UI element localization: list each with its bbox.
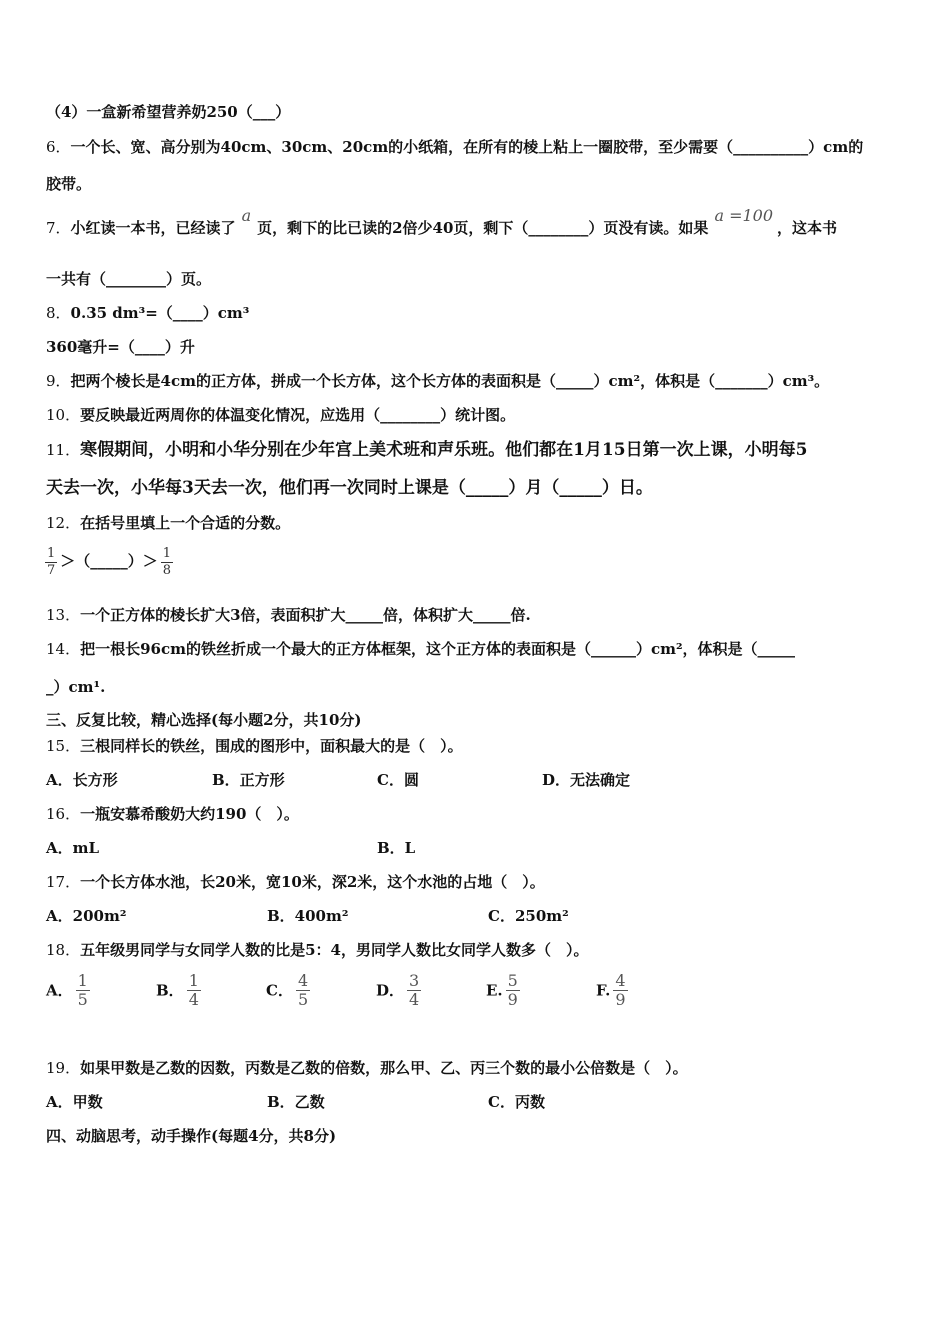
q18-number: 18． [46,941,81,959]
q18-e-fraction [506,972,520,1009]
q18-option-e[interactable] [486,972,523,1009]
q18-a-denominator: 5 [77,990,88,1009]
q17-number: 17． [46,873,81,891]
q15-option-a[interactable]: A．长方形 [46,771,118,789]
q18-d-numerator: 3 [409,971,420,990]
question-5-part-4 [46,102,290,122]
question-7-line-1 [46,206,838,238]
q18-option-f[interactable] [596,972,631,1009]
q18-d-denominator: 4 [409,990,420,1009]
q18-e-denominator: 9 [507,990,518,1009]
q11-text-a: 寒假期间，小明和小华分别在少年宫上美术班和声乐班。他们都在1月15日第一次上课，小明每5 [80,440,808,460]
q18-d-fraction [407,972,421,1009]
question-13 [46,605,531,625]
q16-text: 一瓶安慕希酸奶大约190（ ）。 [80,805,299,823]
q18-option-a[interactable] [46,972,93,1009]
q19-option-b[interactable]: B．乙数 [267,1093,325,1111]
q18-b-label: B． [156,981,184,1000]
q18-c-label: C． [266,981,293,1000]
q19-number: 19． [46,1059,81,1077]
q18-a-numerator: 1 [77,971,88,990]
q18-a-fraction [76,972,90,1009]
q7-text-b: 页，剩下的比已读的2倍少40页，剩下（________）页没有读。如果 [257,219,709,237]
section-4-title: 四、动脑思考，动手操作(每题4分，共8分) [46,1127,337,1145]
q18-a-label: A． [46,981,73,1000]
question-12 [46,513,290,533]
q11-number: 11． [46,441,81,459]
q19-text: 如果甲数是乙数的因数，丙数是乙数的倍数，那么甲、乙、丙三个数的最小公倍数是（ ）。 [80,1059,688,1077]
question-18 [46,940,588,960]
q18-f-denominator: 9 [615,990,626,1009]
q8-text-a: 0.35 dm³=（____）cm³ [70,304,250,322]
q7-number: 7． [46,219,71,237]
q15-option-b[interactable]: B．正方形 [212,771,285,789]
q18-option-b[interactable] [156,972,204,1009]
q18-c-denominator: 5 [297,990,309,1009]
question-11-line-1 [46,438,807,462]
q18-c-numerator: 4 [297,971,309,990]
q18-b-fraction [187,972,201,1009]
q11-text-b: 天去一次，小华每3天去一次，他们再一次同时上课是（_____）月（_____）日。 [46,478,653,498]
q12-middle: ＞（_____）＞ [60,552,158,570]
q16-option-b[interactable]: B．L [377,839,416,857]
q12-f2-denominator: 8 [162,562,172,578]
q18-b-denominator: 4 [188,990,199,1009]
q18-f-label: F. [596,981,611,1000]
question-17 [46,872,545,892]
q18-b-numerator: 1 [188,971,199,990]
question-15 [46,736,463,756]
q17-text: 一个长方体水池，长20米，宽10米，深2米，这个水池的占地（ ）。 [80,873,545,891]
q12-text: 在括号里填上一个合适的分数。 [80,514,291,532]
q18-f-numerator: 4 [615,971,626,990]
q16-number: 16． [46,805,81,823]
q7-text-d: 一共有（________）页。 [46,270,212,288]
q18-option-c[interactable] [266,972,313,1009]
q6-text-b: 胶带。 [46,175,92,193]
q12-f1-numerator: 1 [47,545,56,561]
q18-f-fraction [613,972,627,1009]
q15-number: 15． [46,737,81,755]
question-8-line-1 [46,303,249,323]
q18-e-label: E. [486,981,503,1000]
q14-text-b: _）cm¹. [46,678,106,696]
section-3-title: 三、反复比较，精心选择(每小题2分，共10分) [46,711,362,729]
q5-4-text: （4）一盒新希望营养奶250（___） [46,103,291,121]
question-12-inequality [42,543,176,579]
q17-option-c[interactable]: C．250m² [488,907,569,925]
q18-d-label: D． [376,981,405,1000]
q12-number: 12． [46,514,81,532]
q7-text-a: 小红读一本书，已经读了 [70,219,236,237]
q18-option-d[interactable] [376,972,424,1009]
section-3-heading [46,710,362,730]
q15-option-d[interactable]: D．无法确定 [542,771,631,789]
q8-text-b: 360毫升=（____）升 [46,338,195,356]
q12-fraction-1 [45,546,57,579]
q17-option-b[interactable]: B．400m² [267,907,349,925]
question-19 [46,1058,688,1078]
q12-f1-denominator: 7 [47,562,56,578]
question-6-line-1 [46,137,863,157]
q6-text-a: 一个长、宽、高分别为40cm、30cm、20cm的小纸箱，在所有的棱上粘上一圈胶带，至少需要（__________）cm的 [70,138,864,156]
q13-text: 一个正方体的棱长扩大3倍，表面积扩大_____倍，体积扩大_____倍. [80,606,531,624]
q16-option-a[interactable]: A．mL [46,839,100,857]
q12-fraction-2 [161,546,173,579]
question-16 [46,804,299,824]
section-4-heading [46,1126,336,1146]
question-9 [46,371,829,391]
q19-option-c[interactable]: C．丙数 [488,1093,545,1111]
q18-text: 五年级男同学与女同学人数的比是5：4，男同学人数比女同学人数多（ ）。 [80,941,589,959]
q17-option-a[interactable]: A．200m² [46,907,127,925]
q14-number: 14． [46,640,81,658]
q7-equation: a =100 [714,206,774,225]
q15-option-c[interactable]: C．圆 [377,771,419,789]
question-8-line-2 [46,337,195,357]
q15-text: 三根同样长的铁丝，围成的图形中，面积最大的是（ ）。 [80,737,463,755]
q10-text: 要反映最近两周你的体温变化情况，应选用（________）统计图。 [80,406,516,424]
q9-text: 把两个棱长是4cm的正方体，拼成一个长方体，这个长方体的表面积是（_____）cm²，体积是（_______）cm³。 [70,372,830,390]
q14-text-a: 把一根长96cm的铁丝折成一个最大的正方体框架，这个正方体的表面积是（______）cm²，体积是（_____ [80,640,796,658]
question-11-line-2 [46,476,653,500]
q18-e-numerator: 5 [507,971,518,990]
question-14-line-1 [46,639,795,659]
q10-number: 10． [46,406,81,424]
q13-number: 13． [46,606,81,624]
q12-f2-numerator: 1 [162,545,172,561]
question-6-line-2 [46,174,91,194]
question-14-line-2 [46,677,105,697]
q7-variable-a: a [241,206,252,225]
q18-c-fraction [296,972,310,1009]
question-10 [46,405,515,425]
question-7-line-2 [46,269,211,289]
q8-number: 8． [46,304,71,322]
q6-number: 6． [46,138,71,156]
q7-text-c: ，这本书 [777,219,838,237]
q9-number: 9． [46,372,71,390]
q19-option-a[interactable]: A．甲数 [46,1093,103,1111]
